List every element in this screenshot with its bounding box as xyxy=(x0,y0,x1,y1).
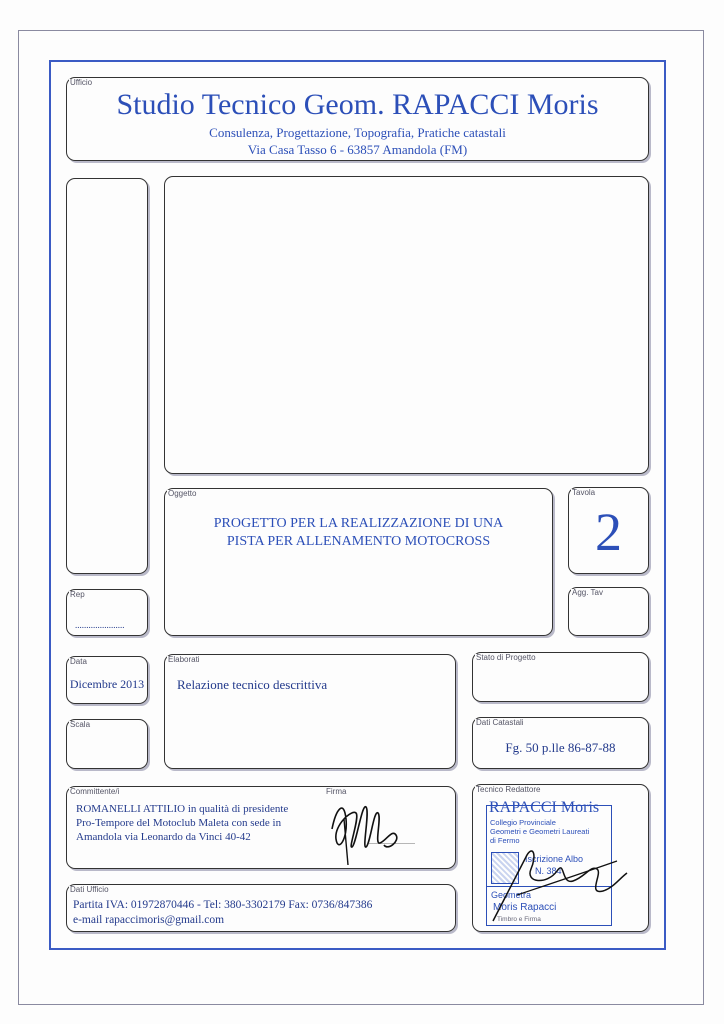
firma-label: Firma xyxy=(326,787,347,796)
dati-ufficio-line2: e-mail rapaccimoris@gmail.com xyxy=(73,914,225,926)
committente-line1: ROMANELLI ATTILIO in qualità di presidente xyxy=(76,803,289,815)
header-label: Ufficio xyxy=(70,78,93,87)
rep-box xyxy=(66,589,148,636)
tavola-box xyxy=(568,487,649,574)
stamp-footer: Timbro e Firma xyxy=(497,916,541,923)
stamp-geometra: Geometra xyxy=(491,890,532,900)
stamp-name: Moris Rapacci xyxy=(493,902,557,913)
committente-label: Committente/i xyxy=(70,787,120,796)
stamp-albo-line1: Iscrizione Albo xyxy=(525,854,584,864)
agg-tav-box xyxy=(568,587,649,636)
oggetto-label: Oggetto xyxy=(168,489,197,498)
tavola-number: 2 xyxy=(595,502,622,562)
tecnico-redattore-label: Tecnico Redattore xyxy=(476,785,541,794)
committente-line3: Amandola via Leonardo da Vinci 40-42 xyxy=(76,831,251,843)
dati-catastali-label: Dati Catastali xyxy=(476,718,524,727)
rep-label: Rep xyxy=(70,590,85,599)
oggetto-line1: PROGETTO PER LA REALIZZAZIONE DI UNA xyxy=(213,516,504,531)
studio-name: Studio Tecnico Geom. RAPACCI Moris xyxy=(116,88,599,121)
tecnico-redattore-box xyxy=(472,784,649,932)
stato-progetto-box xyxy=(472,652,649,702)
stamp-top-name: RAPACCI Moris xyxy=(489,799,600,816)
stamp-collegio-line3: di Fermo xyxy=(490,836,520,845)
left-side-box xyxy=(66,178,148,574)
oggetto-line2: PISTA PER ALLENAMENTO MOTOCROSS xyxy=(226,534,491,549)
dati-catastali-box xyxy=(472,717,649,769)
elaborati-box xyxy=(164,654,456,769)
tecnico-signature xyxy=(487,825,637,925)
stamp-albo-line2: N. 384 xyxy=(535,866,562,876)
studio-address: Via Casa Tasso 6 - 63857 Amandola (FM) xyxy=(247,142,468,157)
oggetto-box xyxy=(164,488,553,636)
agg-tav-label: Agg. Tav xyxy=(572,588,603,597)
committente-signature xyxy=(322,789,402,869)
studio-services: Consulenza, Progettazione, Topografia, Pratiche catastali xyxy=(209,125,506,140)
header-box xyxy=(66,77,649,161)
dati-catastali-value: Fg. 50 p.lle 86-87-88 xyxy=(505,740,616,755)
image-area-box xyxy=(164,176,649,474)
data-value: Dicembre 2013 xyxy=(69,677,145,691)
elaborati-label: Elaborati xyxy=(168,655,200,664)
data-box xyxy=(66,656,148,704)
stamp-collegio-line1: Collegio Provinciale xyxy=(490,818,556,827)
stato-progetto-label: Stato di Progetto xyxy=(476,653,536,662)
committente-line2: Pro-Tempore del Motoclub Maleta con sede in xyxy=(76,817,282,829)
rep-value: ...................... xyxy=(75,620,125,630)
elaborati-value: Relazione tecnico descrittiva xyxy=(177,677,328,692)
committente-box xyxy=(66,786,456,869)
scala-box xyxy=(66,719,148,769)
dati-ufficio-label: Dati Ufficio xyxy=(70,885,109,894)
dati-ufficio-box xyxy=(66,884,456,932)
tavola-label: Tavola xyxy=(572,488,596,497)
stamp-collegio-line2: Geometri e Geometri Laureati xyxy=(490,827,590,836)
data-label: Data xyxy=(70,657,87,666)
firma-line: ........................ xyxy=(367,837,415,846)
scala-label: Scala xyxy=(70,720,91,729)
dati-ufficio-line1: Partita IVA: 01972870446 - Tel: 380-3302179 Fax: 0736/847386 xyxy=(73,899,373,911)
